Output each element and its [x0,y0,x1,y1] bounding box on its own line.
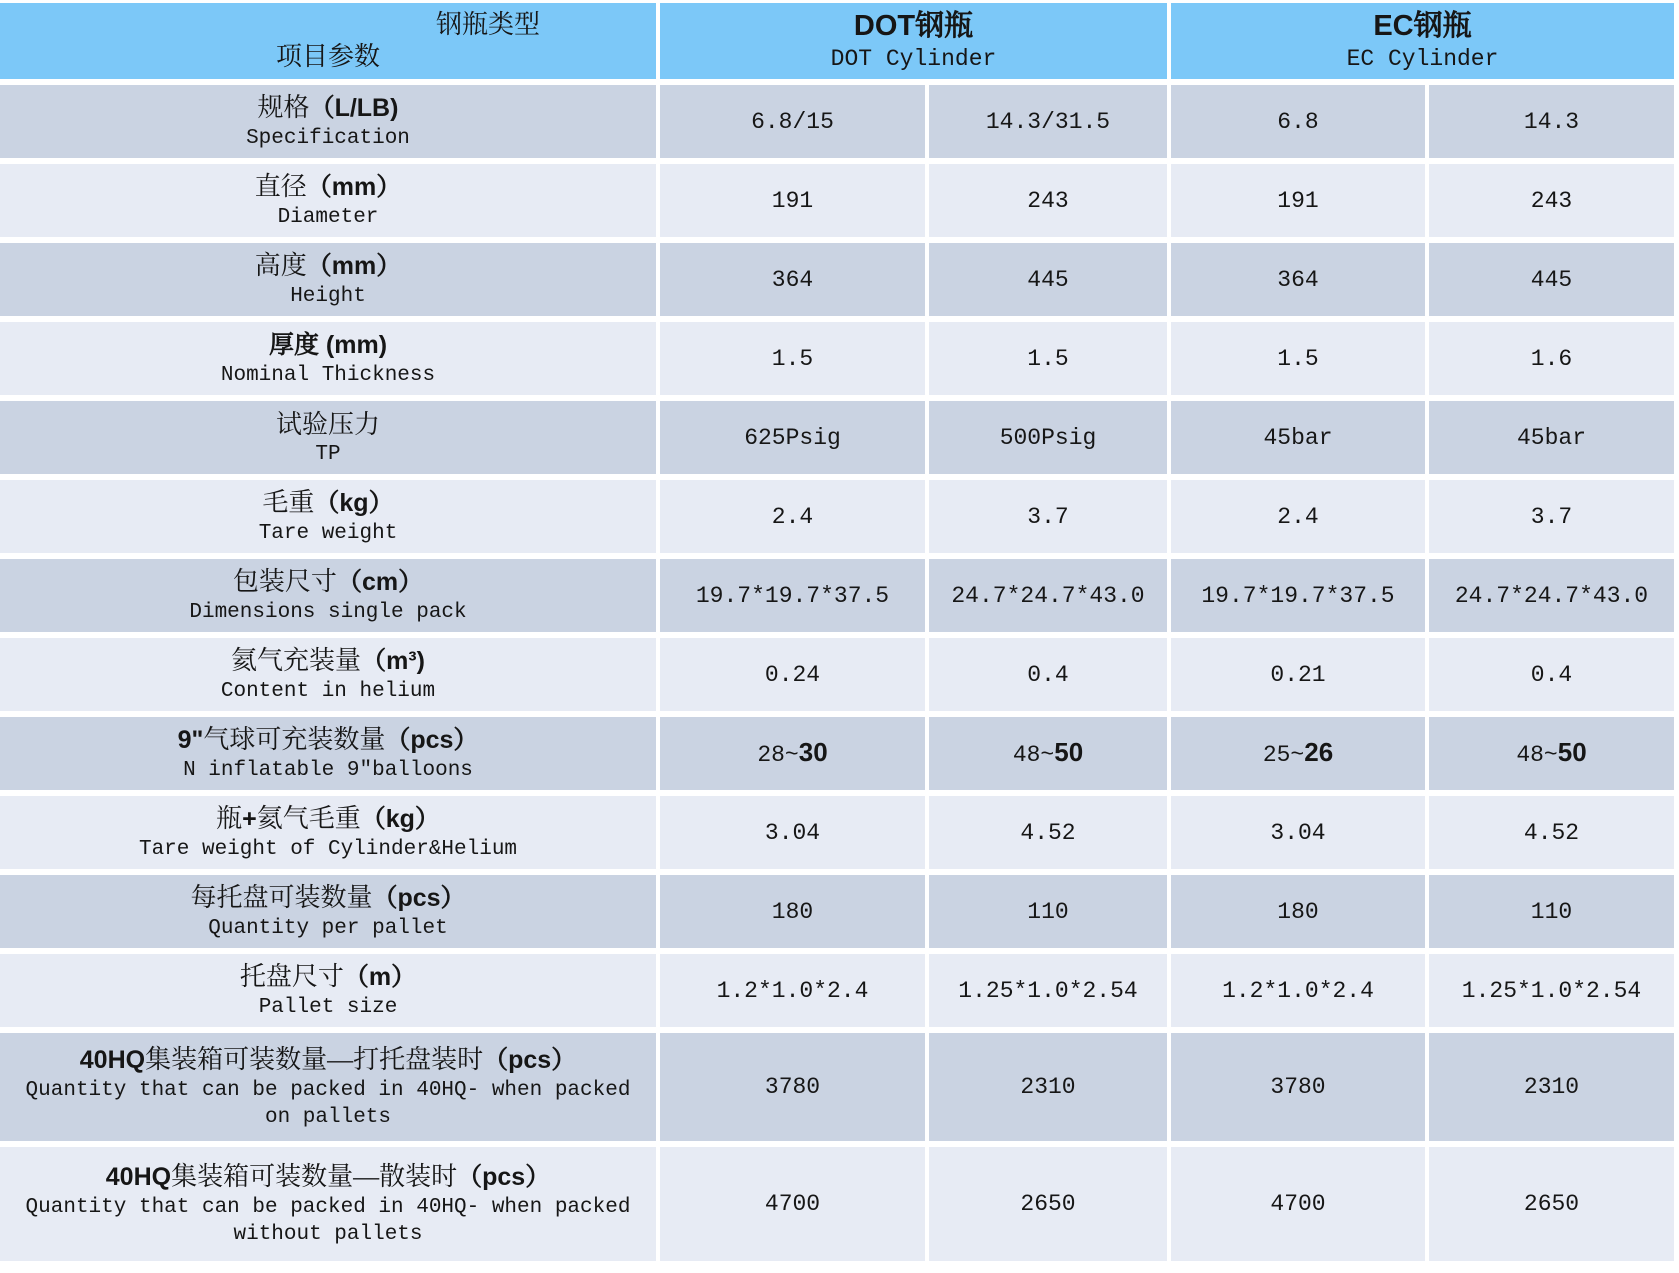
value-cell [929,480,1167,553]
value-cell [1171,164,1425,237]
value-text [1201,581,1394,611]
row-label-en: Pallet size [258,996,398,1019]
row-label-zh-segment: 40HQ [105,1163,172,1191]
table-row [0,954,1679,1027]
value-cell [929,559,1167,632]
value-text [751,107,834,137]
value-segment: 191 [1277,187,1319,214]
value-cell [1429,717,1674,790]
value-cell [1171,559,1425,632]
value-segment: 243 [1027,187,1069,214]
value-cell [660,1147,925,1261]
value-segment: 2.4 [1277,503,1319,530]
row-label-zh-segment: 试验压力 [275,409,380,439]
row-label-zh-segment: （pcs） [457,1163,551,1191]
group-title-zh [854,8,973,44]
row-label-zh [255,249,401,283]
row-label-en: on pallets [264,1106,392,1129]
value-text [1524,1189,1579,1219]
value-segment: 364 [1277,266,1319,293]
value-cell [1429,796,1674,869]
value-text [1517,423,1586,453]
value-cell [1429,638,1674,711]
value-cell [929,1147,1167,1261]
value-segment: 4.52 [1523,819,1580,846]
table-row [0,243,1679,316]
value-text [1524,1072,1579,1102]
row-label-zh-segment: 集装箱可装数量—散装时 [171,1162,458,1191]
row-label-zh-segment: （kg） [360,805,440,833]
value-text [765,1072,820,1102]
value-segment: 110 [1530,898,1573,925]
row-label-en: without pallets [233,1223,423,1246]
value-text [744,423,841,453]
value-cell [1171,875,1425,948]
value-segment: 1.5 [1277,345,1319,372]
value-cell [660,480,925,553]
row-label-zh-segment: 瓶 [216,804,243,833]
row-label-en: Nominal Thickness [220,364,436,387]
row-label-en: Dimensions single pack [189,601,467,624]
value-segment: 6.8 [1277,108,1319,135]
row-label-zh-segment: （L/LB) [309,94,399,122]
value-segment: 191 [771,187,814,214]
table-header-row [0,3,1679,79]
column-group-header-dot [660,3,1167,79]
row-label-zh-segment: 包装尺寸 [232,567,337,596]
table-row [0,1033,1679,1141]
value-cell [1171,1147,1425,1261]
value-cell [660,875,925,948]
row-label-zh-segment: （pcs） [483,1046,577,1074]
group-title-zh-segment: 钢瓶 [915,10,974,42]
group-title-zh [1373,8,1471,44]
value-segment: 19.7*19.7*37.5 [695,582,890,609]
row-label-zh-segment: （mm） [306,252,402,280]
row-label-zh-segment: 每托盘可装数量 [190,883,373,912]
value-cell [1429,85,1674,158]
value-cell [1171,638,1425,711]
row-label-zh-segment: （kg） [314,489,394,517]
row-label-zh-segment: （mm） [306,173,402,201]
value-cell [929,164,1167,237]
corner-header-item-parameters: 项目参数 [275,42,380,71]
group-title-en: DOT Cylinder [830,46,997,72]
row-label-zh-segment: 厚度 (mm) [268,331,388,359]
table-row [0,638,1679,711]
value-text [1263,737,1333,770]
value-segment: 3780 [764,1074,821,1100]
value-segment: 30 [798,737,828,767]
value-segment: 2650 [1020,1191,1076,1217]
value-cell [1429,559,1674,632]
table-row [0,559,1679,632]
value-text [1027,897,1068,927]
value-cell [1171,717,1425,790]
value-cell [929,796,1167,869]
row-label-cell [0,401,656,474]
row-label-en: Quantity per pallet [208,917,448,940]
value-text [1277,186,1318,216]
value-cell [929,1033,1167,1141]
value-text [1531,186,1572,216]
row-label-zh [276,408,380,441]
value-segment: 2310 [1020,1074,1076,1100]
value-segment: 180 [771,898,814,925]
value-cell [1429,164,1674,237]
value-text [1270,818,1325,848]
value-segment: 50 [1054,737,1084,767]
table-row [0,164,1679,237]
value-text [717,976,869,1006]
table-row [0,85,1679,158]
row-label-cell [0,243,656,316]
row-label-cell [0,322,656,395]
value-segment: 364 [771,266,814,293]
value-segment: 1.5 [771,345,814,372]
value-cell [660,401,925,474]
value-segment: 0.24 [764,661,821,688]
value-text [765,660,820,690]
value-text [1020,1072,1075,1102]
value-segment: 4700 [764,1191,821,1217]
value-cell [929,85,1167,158]
value-text [1270,1189,1325,1219]
row-label-cell [0,796,656,869]
value-cell [1429,401,1674,474]
value-segment: 45bar [1263,424,1333,451]
value-cell [1429,1033,1674,1141]
row-label-zh [231,644,425,678]
value-cell [1429,1147,1674,1261]
group-title-en: EC Cylinder [1346,46,1499,72]
table-row [0,401,1679,474]
value-segment: 445 [1027,266,1069,293]
value-text [986,107,1110,137]
value-cell [1171,954,1425,1027]
value-cell [1171,796,1425,869]
value-segment: 3.04 [1270,819,1326,846]
value-cell [929,243,1167,316]
row-label-zh-segment: （m） [343,963,417,991]
value-text [1270,1072,1325,1102]
value-cell [660,164,925,237]
row-label-zh-segment: （m³) [361,647,425,675]
table-row [0,480,1679,553]
value-cell [1429,322,1674,395]
group-title-zh-segment: 钢瓶 [1413,10,1472,42]
value-segment: 2.4 [771,503,814,530]
value-cell [929,322,1167,395]
value-cell [1171,85,1425,158]
row-label-en: Height [290,285,366,308]
row-label-zh [216,802,440,836]
table-row [0,875,1679,948]
value-text [1277,502,1318,532]
value-segment: 2310 [1523,1074,1580,1100]
value-segment: 3780 [1270,1074,1326,1100]
value-text [772,344,813,374]
value-text [1270,660,1325,690]
value-cell [660,638,925,711]
value-cell [660,322,925,395]
value-cell [1171,322,1425,395]
value-cell [929,954,1167,1027]
row-label-en: Content in helium [220,680,436,703]
row-label-zh-segment: 9" [177,726,204,754]
table-body [0,85,1679,1261]
value-cell [1171,480,1425,553]
value-segment: 24.7*24.7*43.0 [1454,582,1649,609]
value-text [1531,344,1572,374]
value-segment: 4700 [1270,1191,1326,1217]
row-label-zh [258,91,399,125]
value-cell [660,796,925,869]
value-segment: 180 [1277,898,1319,925]
row-label-zh-segment: 氦气毛重 [256,804,361,833]
value-text [772,897,813,927]
value-segment: 14.3/31.5 [985,108,1111,135]
value-text [1013,737,1083,770]
row-label-cell [0,559,656,632]
value-cell [929,717,1167,790]
value-text [1531,265,1572,295]
row-label-zh-segment: （pcs） [385,726,479,754]
table-row [0,796,1679,869]
value-text [1277,344,1318,374]
row-label-zh [106,1160,550,1194]
value-segment: 1.5 [1027,345,1069,372]
value-segment: 24.7*24.7*43.0 [951,582,1145,609]
row-label-zh-segment: 直径 [254,172,307,201]
row-label-zh-segment: 规格 [257,93,310,122]
value-segment: 445 [1530,266,1573,293]
value-cell [929,401,1167,474]
value-segment: 2650 [1523,1191,1580,1217]
value-segment: 25~ [1262,742,1305,768]
value-text [1531,502,1572,532]
row-label-cell [0,1033,656,1141]
value-cell [929,638,1167,711]
row-label-zh-segment: （cm） [336,568,424,596]
row-label-en: Tare weight [258,522,398,545]
value-cell [929,875,1167,948]
table-row [0,717,1679,790]
value-text [1277,107,1318,137]
value-segment: 6.8/15 [751,108,834,135]
value-segment: 48~ [1516,742,1558,768]
value-segment: 1.25*1.0*2.54 [958,977,1138,1004]
value-segment: 48~ [1012,742,1055,768]
value-text [1455,581,1648,611]
value-segment: 0.4 [1027,661,1069,688]
value-text [772,502,813,532]
row-label-zh-segment: 毛重 [262,488,315,517]
value-text [1531,660,1572,690]
value-cell [1171,243,1425,316]
value-segment: 4.52 [1020,819,1076,846]
column-group-header-ec [1171,3,1674,79]
row-label-zh [269,328,387,362]
value-text [1524,107,1579,137]
value-cell [660,559,925,632]
value-text [1531,897,1572,927]
value-text [772,265,813,295]
row-label-zh-segment: 集装箱可装数量—打托盘装时 [145,1045,484,1074]
value-segment: 19.7*19.7*37.5 [1201,582,1395,609]
row-label-cell [0,480,656,553]
value-cell [1429,243,1674,316]
row-label-zh [80,1043,576,1077]
corner-header-cell [0,3,656,79]
value-cell [1429,875,1674,948]
group-title-zh-segment: EC [1373,10,1414,42]
value-segment: 0.21 [1270,661,1326,688]
value-text [1027,265,1068,295]
row-label-en: N inflatable 9″balloons [183,759,473,782]
row-label-cell [0,1147,656,1261]
row-label-en: Tare weight of Cylinder&Helium [138,838,518,861]
value-cell [660,954,925,1027]
value-text [1027,186,1068,216]
row-label-zh-segment: 气球可充装数量 [203,725,386,754]
value-text [757,737,827,770]
row-label-cell [0,954,656,1027]
group-title-zh-segment: DOT [853,10,916,42]
value-cell [1429,480,1674,553]
value-segment: 500Psig [999,424,1097,451]
value-segment: 28~ [757,742,799,768]
row-label-cell [0,85,656,158]
value-text [772,186,813,216]
row-label-cell [0,717,656,790]
value-segment: 1.2*1.0*2.4 [1222,977,1374,1004]
value-text [696,581,889,611]
corner-header-cylinder-type: 钢瓶类型 [435,10,540,39]
value-cell [660,243,925,316]
row-label-cell [0,164,656,237]
value-text [1020,1189,1075,1219]
row-label-zh [233,565,423,599]
value-segment: 1.2*1.0*2.4 [716,977,869,1004]
value-text [1277,897,1318,927]
value-text [1516,737,1586,770]
row-label-cell [0,875,656,948]
value-segment: 50 [1557,737,1587,767]
row-label-zh-segment: 高度 [254,251,307,280]
value-text [1027,344,1068,374]
value-segment: 3.7 [1530,503,1573,530]
value-text [765,1189,820,1219]
row-label-cell [0,638,656,711]
row-label-zh-segment: （pcs） [372,884,466,912]
row-label-en: Specification [246,127,410,150]
value-cell [660,85,925,158]
row-label-zh [262,486,393,520]
value-text [1222,976,1374,1006]
value-segment: 0.4 [1530,661,1573,688]
value-text [958,976,1137,1006]
row-label-en: TP [315,442,341,466]
value-segment: 3.7 [1027,503,1069,530]
value-cell [1429,954,1674,1027]
value-segment: 45bar [1516,424,1586,451]
row-label-en: Quantity that can be packed in 40HQ- when packed [25,1196,631,1219]
value-segment: 243 [1530,187,1573,214]
row-label-en: Quantity that can be packed in 40HQ- when packed [25,1079,631,1102]
row-label-zh [190,881,465,915]
row-label-zh-segment: 托盘尺寸 [239,962,344,991]
row-label-zh [178,723,479,757]
value-text [1020,818,1075,848]
value-segment: 14.3 [1523,108,1580,135]
row-label-en: Diameter [277,206,379,229]
value-segment: 110 [1027,898,1069,925]
value-cell [1171,1033,1425,1141]
value-segment: 3.04 [764,819,821,846]
value-text [1524,818,1579,848]
value-text [1027,502,1068,532]
value-segment: 1.6 [1530,345,1573,372]
value-segment: 1.25*1.0*2.54 [1461,977,1642,1004]
row-label-zh [240,960,416,994]
cylinder-spec-table [0,3,1679,1261]
value-segment: 26 [1304,737,1334,767]
row-label-zh-segment: 氦气充装量 [231,646,362,675]
row-label-zh [255,170,401,204]
value-text [1263,423,1332,453]
value-cell [660,717,925,790]
value-text [951,581,1144,611]
value-text [765,818,820,848]
value-text [1462,976,1641,1006]
value-cell [1171,401,1425,474]
table-row [0,1147,1679,1261]
row-label-zh-segment: 40HQ [79,1046,146,1074]
row-label-zh-segment: + [242,805,257,833]
value-cell [660,1033,925,1141]
value-segment: 625Psig [744,424,841,451]
table-row [0,322,1679,395]
value-text [1027,660,1068,690]
value-text [1000,423,1097,453]
value-text [1277,265,1318,295]
